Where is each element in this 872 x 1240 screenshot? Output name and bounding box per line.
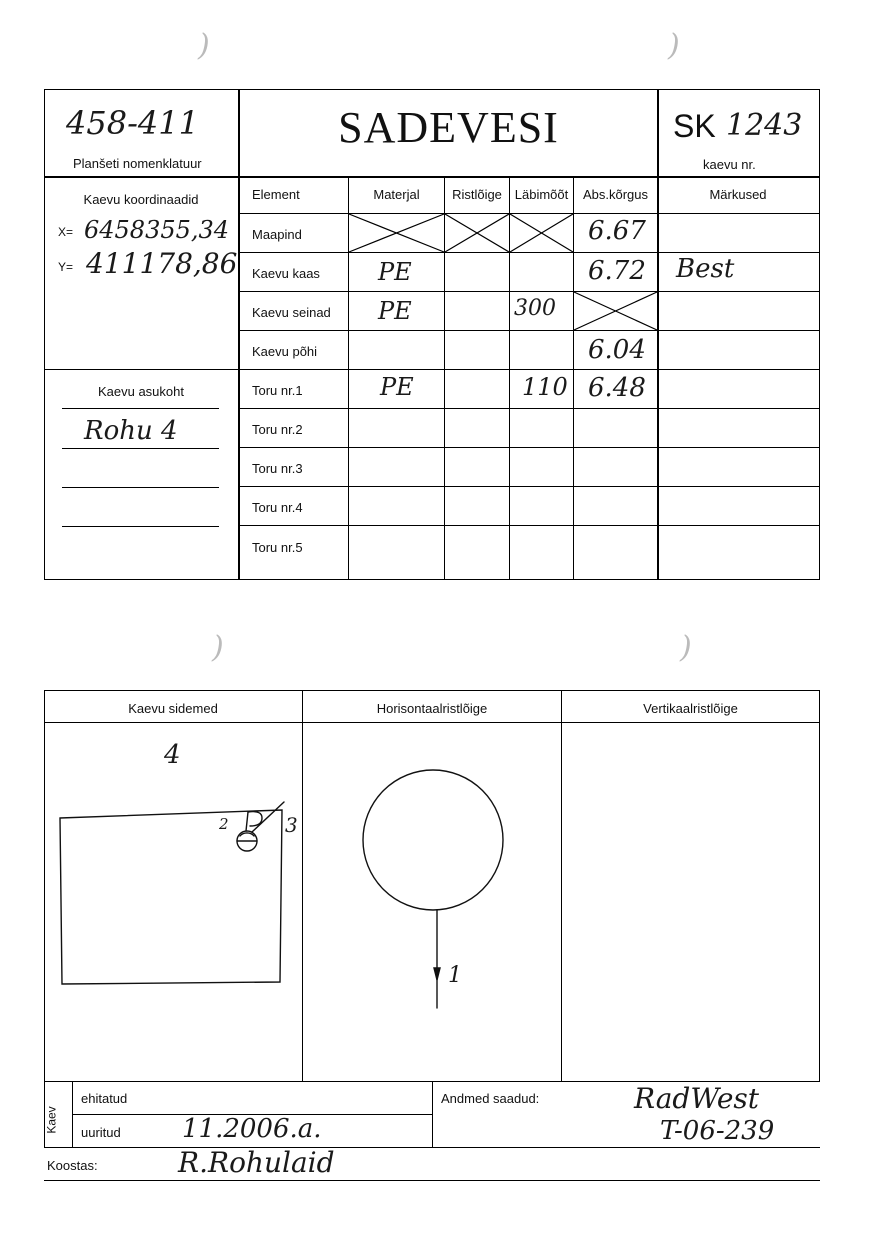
header-abs-korgus: Abs.kõrgus (582, 187, 649, 202)
koostas-value: R.Rohulaid (178, 1146, 335, 1179)
y-prefix: Y= (58, 260, 74, 274)
abs-maapind: 6.67 (588, 216, 646, 246)
row-element: Toru nr.1 (252, 383, 303, 398)
punch-mark: ) (668, 28, 680, 63)
punch-mark: ) (680, 630, 692, 665)
materjal-toru1: PE (380, 373, 414, 401)
row-element: Kaevu kaas (252, 266, 320, 281)
row-element: Toru nr.5 (252, 540, 303, 555)
andmed-label: Andmed saadud: (441, 1091, 540, 1106)
form-title: SADEVESI (338, 103, 559, 152)
kaev-label: Kaev (44, 1106, 59, 1134)
ehitatud-label: ehitatud (81, 1091, 128, 1106)
coords-label: Kaevu koordinaadid (83, 192, 199, 207)
punch-mark: ) (198, 28, 210, 63)
header-markused: Märkused (709, 187, 767, 202)
y-value: 411178,86 (86, 247, 238, 280)
sketch-north-label: 4 (164, 740, 181, 770)
header-labimoot: Läbimõõt (514, 187, 569, 202)
sketch-pipe-label: 3 (285, 813, 298, 837)
location-label: Kaevu asukoht (97, 384, 184, 399)
row-element: Toru nr.3 (252, 461, 303, 476)
sk-label: kaevu nr. (703, 157, 756, 172)
col-horisontaal: Horisontaalristlõige (376, 701, 488, 716)
andmed-value-1: RadWest (634, 1082, 760, 1115)
punch-mark: ) (212, 630, 224, 665)
uuritud-label: uuritud (81, 1125, 121, 1140)
labimoot-toru1: 110 (522, 373, 568, 401)
row-element: Maapind (252, 227, 302, 242)
header-materjal: Materjal (373, 187, 420, 202)
row-element: Toru nr.2 (252, 422, 303, 437)
andmed-value-2: T-06-239 (660, 1116, 775, 1146)
koostas-label: Koostas: (47, 1158, 98, 1173)
abs-toru1: 6.48 (588, 373, 646, 403)
row-element: Kaevu põhi (252, 344, 318, 359)
labimoot-seinad: 300 (514, 296, 556, 321)
nomenclature-value: 458-411 (66, 104, 199, 142)
sk-number: 1243 (726, 108, 803, 143)
markused-kaas: Best (676, 254, 735, 284)
x-value: 6458355,34 (84, 216, 230, 244)
col-vertikaal: Vertikaalristlõige (643, 701, 738, 716)
sketch-pipe-label: 2 (219, 815, 229, 833)
row-element: Kaevu seinad (252, 305, 331, 320)
header-ristloige: Ristlõige (452, 187, 502, 202)
materjal-kaas: PE (378, 258, 412, 286)
horiz-pipe-label: 1 (448, 963, 462, 988)
uuritud-value: 11.2006.a. (182, 1114, 322, 1144)
abs-kaas: 6.72 (588, 256, 646, 286)
header-element: Element (252, 187, 300, 202)
materjal-seinad: PE (378, 297, 412, 325)
location-value: Rohu 4 (84, 416, 178, 446)
nomenclature-label: Planšeti nomenklatuur (73, 156, 202, 171)
x-prefix: X= (58, 225, 74, 239)
col-kaevu-sidemed: Kaevu sidemed (128, 701, 218, 716)
abs-pohi: 6.04 (588, 335, 646, 365)
sk-prefix: SK (673, 108, 716, 144)
row-element: Toru nr.4 (252, 500, 303, 515)
